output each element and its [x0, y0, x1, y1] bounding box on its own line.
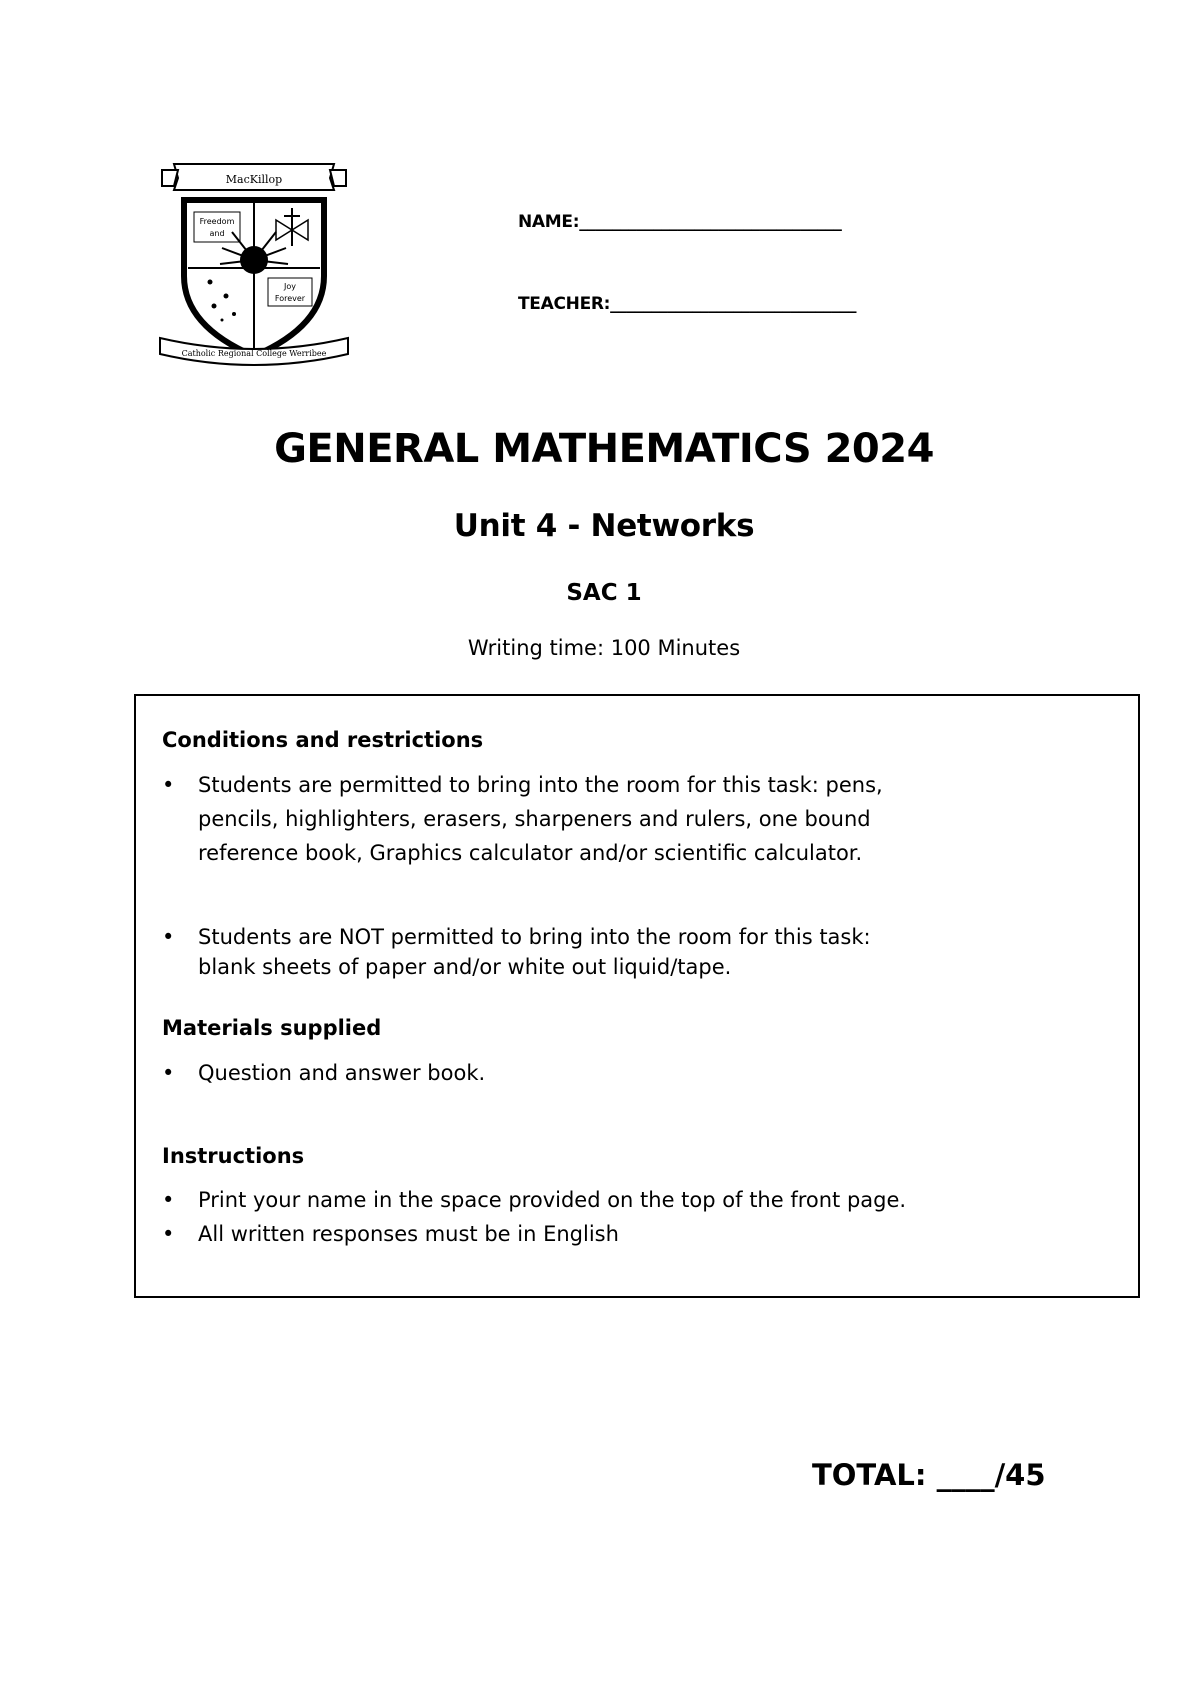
sac-title: SAC 1 [566, 580, 642, 606]
crest-motto-left-2: and [209, 229, 225, 238]
list-item-line: Students are NOT permitted to bring into the room for this task: [198, 925, 871, 949]
crest-banner-top-text: MacKillop [225, 173, 283, 186]
bullet-icon: • [162, 1061, 175, 1085]
crest-motto-right-2: Forever [274, 294, 306, 303]
bullet-icon: • [162, 1188, 175, 1212]
writing-time: Writing time: 100 Minutes [467, 636, 741, 660]
conditions-box [134, 694, 1140, 1298]
total-marks: TOTAL: ____/45 [812, 1458, 1046, 1492]
bullet-icon: • [162, 1222, 175, 1246]
list-item-line: pencils, highlighters, erasers, sharpeners and rulers, one bound [198, 807, 871, 831]
list-item-line: blank sheets of paper and/or white out liquid/tape. [198, 955, 732, 979]
crest-motto-right-1: Joy [284, 282, 296, 291]
bullet-icon: • [162, 925, 175, 949]
document-title: GENERAL MATHEMATICS 2024 [274, 426, 934, 472]
unit-title: Unit 4 - Networks [453, 508, 755, 544]
crest-motto-left-1: Freedom [199, 217, 235, 226]
school-crest-logo [154, 156, 354, 368]
list-item-line: Print your name in the space provided on the top of the front page. [198, 1188, 907, 1212]
list-item-line: Question and answer book. [198, 1061, 486, 1085]
conditions-heading: Conditions and restrictions [162, 728, 484, 752]
bullet-icon: • [162, 773, 175, 797]
list-item-line: All written responses must be in English [198, 1222, 619, 1246]
materials-heading: Materials supplied [162, 1016, 382, 1040]
name-field[interactable]: NAME:________________________________ [518, 212, 842, 232]
crest-banner-bottom-text: Catholic Regional College Werribee [181, 349, 327, 358]
teacher-field[interactable]: TEACHER:______________________________ [518, 294, 857, 314]
list-item-line: Students are permitted to bring into the room for this task: pens, [198, 773, 883, 797]
list-item-line: reference book, Graphics calculator and/or scientific calculator. [198, 841, 863, 865]
instructions-heading: Instructions [162, 1144, 305, 1168]
